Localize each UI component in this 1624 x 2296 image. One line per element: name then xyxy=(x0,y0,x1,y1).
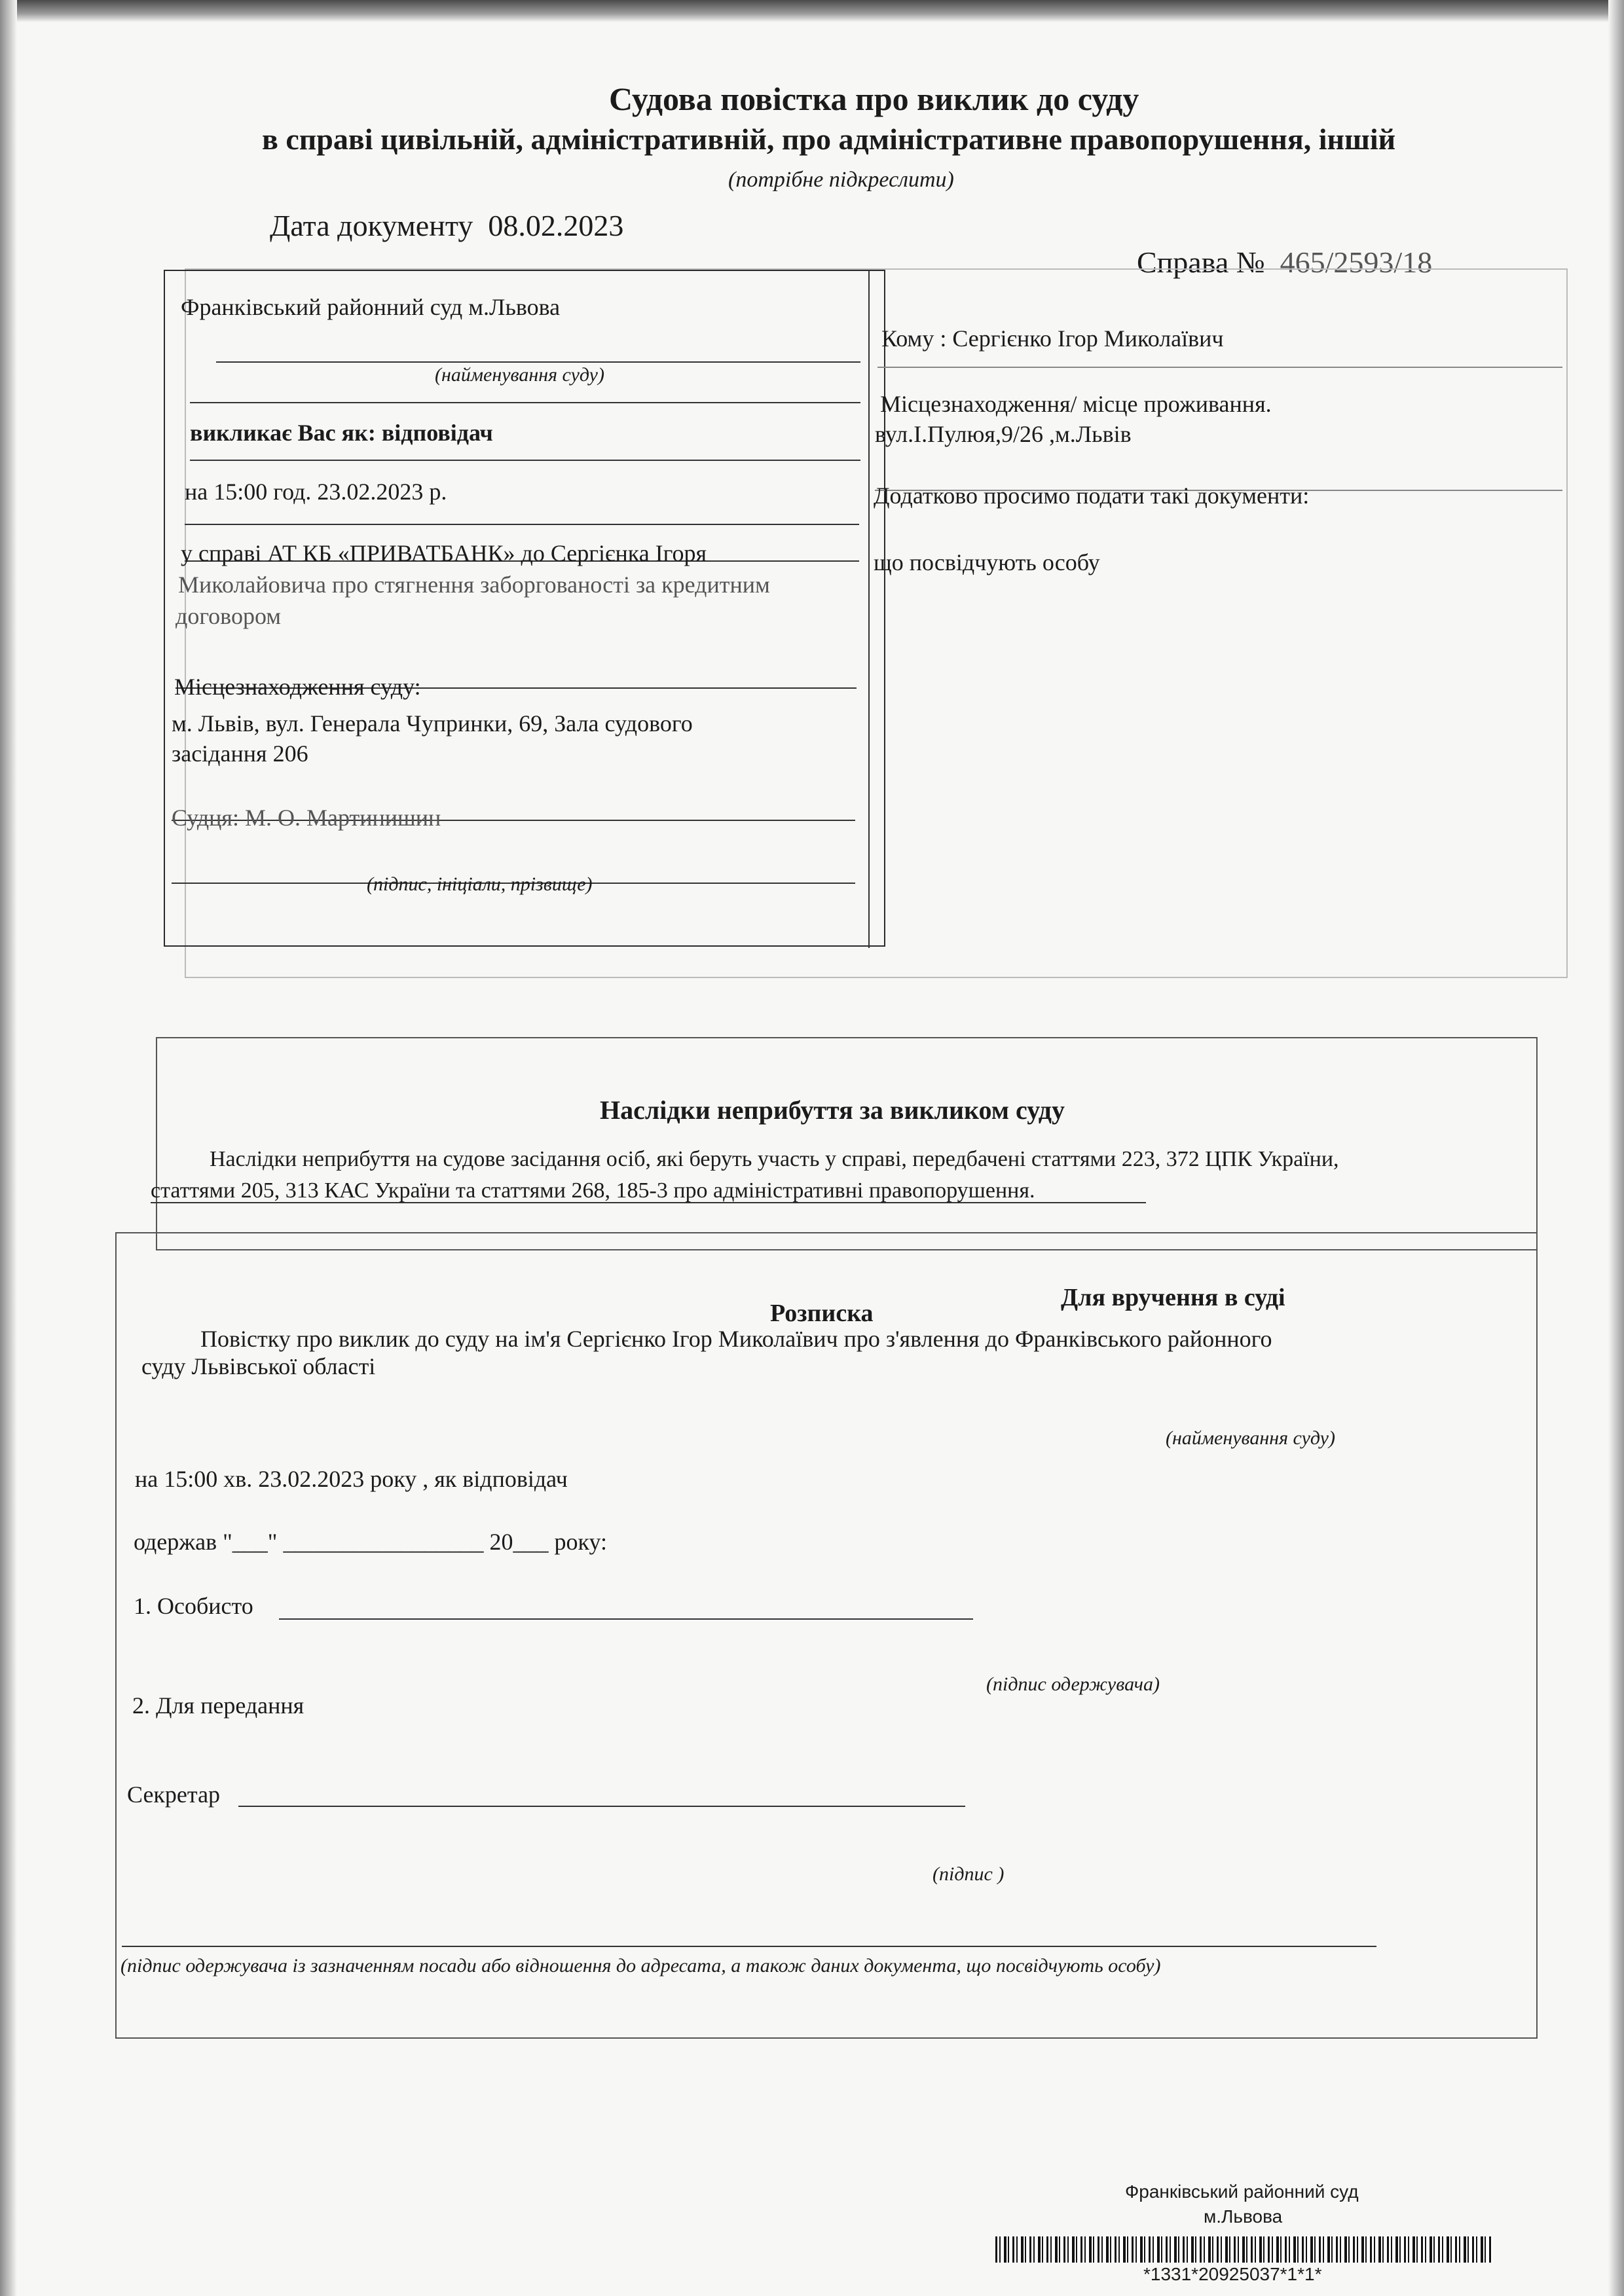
footer-signature-line xyxy=(122,1946,1376,1947)
personal-label: 1. Особисто xyxy=(134,1593,253,1619)
recipient: Кому : Сергієнко Ігор Миколаївич xyxy=(881,325,1224,352)
court-location-2: засідання 206 xyxy=(172,740,308,767)
summons-as-bottom-line xyxy=(190,460,860,461)
for-transfer-label: 2. Для передання xyxy=(132,1692,304,1719)
date-label: Дата документу xyxy=(270,209,473,242)
consequences-underline xyxy=(151,1202,1146,1203)
recipient-signature-caption: (підпис одержувача) xyxy=(986,1673,1160,1695)
column-divider xyxy=(868,270,870,948)
consequences-text-2: статтями 205, 313 КАС України та статтями 268, 185-3 про адміністративні правопорушення. xyxy=(151,1178,1035,1203)
case-label: Справа № xyxy=(1137,246,1265,279)
consequences-title: Наслідки неприбуття за викликом суду xyxy=(600,1095,1065,1125)
court-name: Франківський районний суд м.Львова xyxy=(181,294,561,320)
case-number-value: 465/2593/18 xyxy=(1280,246,1433,279)
judge-caption: (підпис, ініціали, прізвище) xyxy=(367,873,593,895)
receipt-text-1: Повістку про виклик до суду на ім'я Сергієнко Ігор Миколаївич про з'явлення до Франківського районного xyxy=(200,1326,1272,1352)
underline-note: (потрібне підкреслити) xyxy=(728,168,954,192)
documents-value: що посвідчують особу xyxy=(874,549,1100,575)
residence-value: вул.І.Пулюя,9/26 ,м.Львів xyxy=(875,421,1132,447)
court-location-1: м. Львів, вул. Генерала Чупринки, 69, Зала судового xyxy=(172,710,693,737)
receipt-time: на 15:00 хв. 23.02.2023 року , як відповідач xyxy=(135,1466,568,1492)
scan-right-edge xyxy=(1608,0,1624,2296)
receipt-text-2: суду Львівської області xyxy=(141,1353,376,1379)
recipient-line xyxy=(877,367,1562,368)
scan-top-edge xyxy=(0,0,1624,22)
secretary-signature-line xyxy=(238,1806,965,1807)
received-date: одержав "___" _________________ 20___ року: xyxy=(134,1529,608,1555)
stamp-court-name: Франківський районний суд xyxy=(1125,2181,1359,2202)
court-caption: (найменування суду) xyxy=(435,364,604,386)
scan-left-edge xyxy=(0,0,17,2296)
residence-label: Місцезнаходження/ місце проживання. xyxy=(880,391,1272,417)
hearing-time: на 15:00 год. 23.02.2023 р. xyxy=(185,479,447,505)
footer-caption: (підпис одержувача із зазначенням посади або відношення до адресата, а також даних документа, що посвідчують особу) xyxy=(120,1955,1161,1977)
receipt-title: Розписка xyxy=(770,1300,874,1327)
date-value: 08.02.2023 xyxy=(488,209,624,242)
court-location-label: Місцезнаходження суду: xyxy=(174,674,421,700)
case-description-3: договором xyxy=(175,603,282,629)
personal-signature-line xyxy=(279,1618,973,1620)
document-date xyxy=(270,208,623,243)
time-line xyxy=(185,524,859,525)
barcode-text: *1331*20925037*1*1* xyxy=(1143,2264,1322,2284)
receipt-court-caption: (найменування суду) xyxy=(1166,1427,1335,1449)
document-subtitle: в справі цивільній, адміністративній, про адміністративне правопорушення, іншій xyxy=(262,122,1396,156)
barcode xyxy=(995,2236,1493,2263)
court-name-line xyxy=(216,361,860,363)
summons-as-top-line xyxy=(190,402,860,403)
stamp-city: м.Львова xyxy=(1204,2206,1283,2227)
judge-name: Судця: М. О. Мартинишин xyxy=(172,805,441,831)
secretary-label: Секретар xyxy=(127,1781,221,1808)
case-description-1: у справі АТ КБ «ПРИВАТБАНК» до Сергієнка Ігоря xyxy=(181,540,707,566)
documents-label: Додатково просимо подати такі документи: xyxy=(874,483,1310,509)
case-description-2: Миколайовича про стягнення заборгованості за кредитним xyxy=(178,572,770,598)
document-title: Судова повістка про виклик до суду xyxy=(609,81,1139,117)
secretary-signature-caption: (підпис ) xyxy=(932,1863,1005,1885)
summons-as: викликає Вас як: відповідач xyxy=(190,420,493,446)
consequences-box xyxy=(156,1037,1538,1250)
consequences-text-1: Наслідки неприбуття на судове засідання осіб, які беруть участь у справі, передбачені статтями 223, 372 ЦПК України, xyxy=(210,1147,1339,1171)
for-court-label: Для вручення в суді xyxy=(1061,1284,1285,1311)
